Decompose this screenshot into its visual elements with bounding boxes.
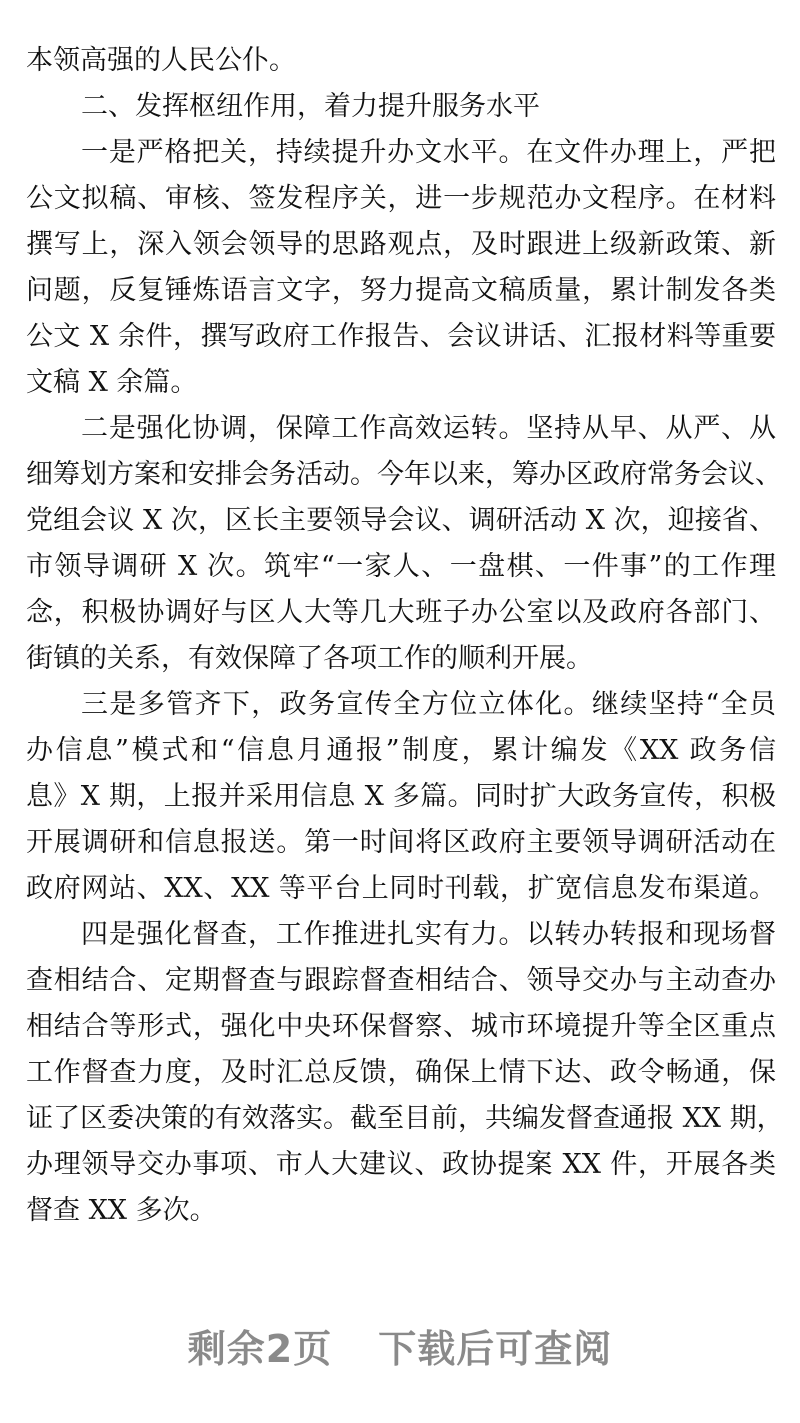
text-line: 撰写上，深入领会领导的思路观点，及时跟进上级新政策、新 (26, 229, 776, 260)
text-line: 党组会议 X 次，区长主要领导会议、调研活动 X 次，迎接省、 (26, 505, 776, 536)
text-line: 息》X 期，上报并采用信息 X 多篇。同时扩大政务宣传，积极 (26, 781, 776, 812)
text-line: 细筹划方案和安排会务活动。今年以来，筹办区政府常务会议、 (26, 459, 782, 490)
document-body (26, 38, 784, 1234)
paragraph-start-line: 二是强化协调，保障工作高效运转。坚持从早、从严、从 (81, 413, 776, 444)
download-to-view-label: 下载后可查阅 (378, 1327, 613, 1371)
text-line: 文稿 X 余篇。 (26, 367, 198, 398)
text-line: 市领导调研 X 次。筑牢“一家人、一盘棋、一件事”的工作理 (26, 551, 776, 582)
text-line: 办信息”模式和“信息月通报”制度，累计编发《XX 政务信 (26, 735, 776, 766)
text-line: 公文 X 余件，撰写政府工作报告、会议讲话、汇报材料等重要 (26, 321, 776, 352)
text-line: 街镇的关系，有效保障了各项工作的顺利开展。 (26, 643, 593, 674)
text-line: 念，积极协调好与区人大等几大班子办公室以及政府各部门、 (26, 597, 776, 628)
paragraph-start-line: 三是多管齐下，政务宣传全方位立体化。继续坚持“全员 (81, 689, 776, 720)
text-line: 证了区委决策的有效落实。截至目前，共编发督查通报 XX 期， (26, 1103, 784, 1134)
text-line: 公文拟稿、审核、签发程序关，进一步规范办文程序。在材料 (26, 183, 776, 214)
text-line: 开展调研和信息报送。第一时间将区政府主要领导调研活动在 (26, 827, 776, 858)
text-line: 办理领导交办事项、市人大建议、政协提案 XX 件，开展各类 (26, 1149, 776, 1180)
paragraph-start-line: 四是强化督查，工作推进扎实有力。以转办转报和现场督 (81, 919, 776, 950)
paragraph-start-line: 一是严格把关，持续提升办文水平。在文件办理上，严把 (81, 137, 776, 168)
download-prompt[interactable] (0, 1318, 800, 1373)
remaining-pages-label: 剩余2页 (187, 1327, 333, 1371)
text-line: 本领高强的人民公仆。 (26, 45, 296, 76)
text-line: 查相结合、定期督查与跟踪督查相结合、领导交办与主动查办 (26, 965, 776, 996)
text-line: 督查 XX 多次。 (26, 1195, 217, 1226)
text-line: 相结合等形式，强化中央环保督察、城市环境提升等全区重点 (26, 1011, 776, 1042)
text-line: 政府网站、XX、XX 等平台上同时刊载，扩宽信息发布渠道。 (26, 873, 776, 904)
text-line: 问题，反复锤炼语言文字，努力提高文稿质量，累计制发各类 (26, 275, 776, 306)
text-line: 工作督查力度，及时汇总反馈，确保上情下达、政令畅通，保 (26, 1057, 776, 1088)
section-heading: 二、发挥枢纽作用，着力提升服务水平 (81, 91, 540, 122)
